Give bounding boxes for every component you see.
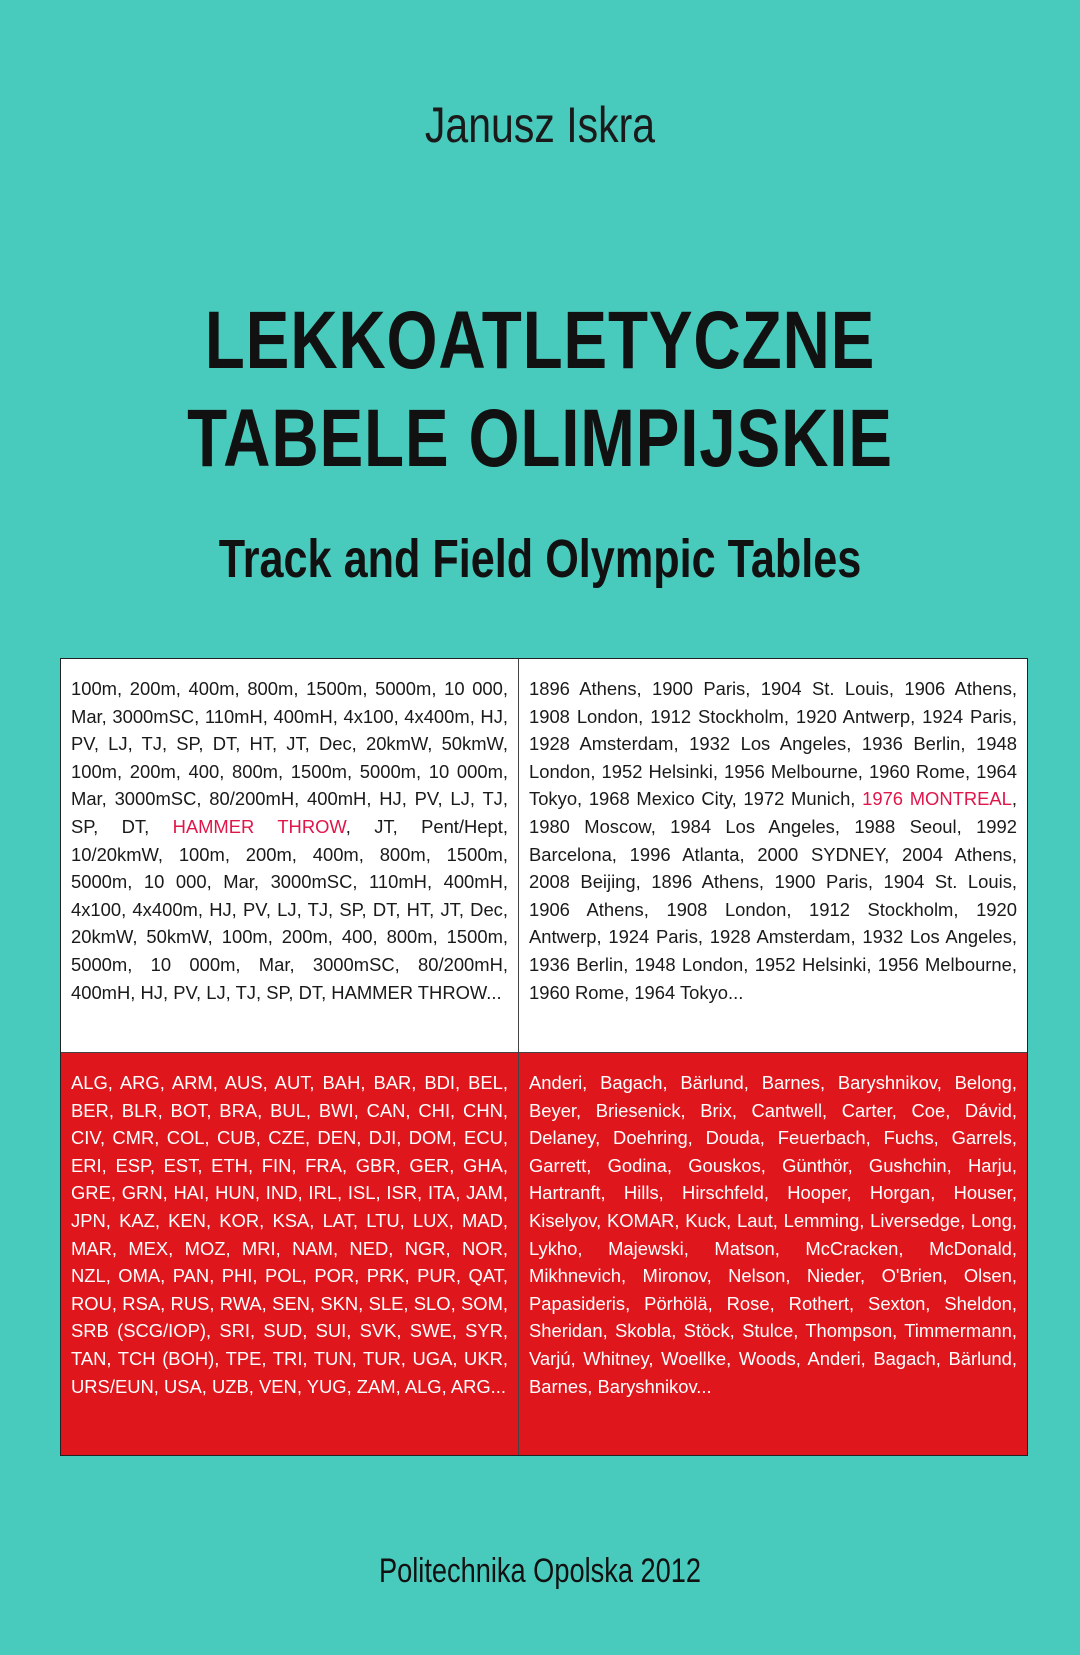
title-line-2: TABELE OLIMPIJSKIE <box>187 393 893 484</box>
athletes-text-rest: , Kuck, Laut, Lemming, Liversedge, Long, Lykho, Majewski, Matson, McCracken, McDonald, Mikhnevich, Mironov, Nelson, Nieder, O'Brien, Olsen, Papasideris, Pörhölä, Rose, Rothert, Sexton, Sheldon, Sheridan, Skobla, Stöck, Stulce, Thompson, Timmermann, Varjú, Whitney, Woellke, Woods, Anderi, Bagach, Bärlund, Barnes, Baryshnikov... <box>529 1209 1017 1397</box>
athletes-highlight: KOMAR <box>606 1209 675 1231</box>
events-cell <box>61 659 519 1053</box>
games-text: 1896 Athens, 1900 Paris, 1904 St. Louis, 1906 Athens, 1908 London, 1912 Stockholm, 1920 Antwerp, 1924 Paris, 1928 Amsterdam, 1932 Los Angeles, 1936 Berlin, 1948 London, 1952 Helsinki, 1956 Melbourne, 1960 Rome, 1964 Tokyo, 1968 Mexico City, 1972 Munich, <box>529 678 1017 810</box>
events-highlight: HAMMER THROW <box>172 815 346 837</box>
countries-text-rest: , POR, PRK, PUR, QAT, ROU, RSA, RUS, RWA, SEN, SKN, SLE, SLO, SOM, SRB (SCG/IOP), SRI, SUD, SUI, SVK, SWE, SYR, TAN, TCH (BOH), TPE, TRI, TUN, TUR, UGA, UKR, URS/EUN, USA, UZB, VEN, YUG, ZAM, ALG, ARG... <box>71 1265 508 1397</box>
athletes-cell <box>519 1053 1027 1455</box>
book-subtitle: Track and Field Olympic Tables <box>218 529 862 589</box>
games-cell <box>519 659 1027 1053</box>
title-line-1: LEKKOATLETYCZNE <box>204 295 876 386</box>
games-text-rest: , 1980 Moscow, 1984 Los Angeles, 1988 Seoul, 1992 Barcelona, 1996 Atlanta, 2000 SYDNEY, 2004 Athens, 2008 Beijing, 1896 Athens, 1900 Paris, 1904 St. Louis, 1906 Athens, 1908 London, 1912 Stockholm, 1920 Antwerp, 1924 Paris, 1928 Amsterdam, 1932 Los Angeles, 1936 Berlin, 1948 London, 1952 Helsinki, 1956 Melbourne, 1960 Rome, 1964 Tokyo... <box>529 788 1018 1003</box>
flag-text-grid <box>60 658 1028 1456</box>
countries-highlight: POL <box>264 1265 302 1287</box>
events-text: 100m, 200m, 400m, 800m, 1500m, 5000m, 10 000, Mar, 3000mSC, 110mH, 400mH, 4x100, 4x400m, HJ, PV, LJ, TJ, SP, DT, HT, JT, Dec, 20kmW, 50kmW, 100m, 200m, 400, 800m, 1500m, 5000m, 10 000m, Mar, 3000mSC, 80/200mH, 400mH, HJ, PV, LJ, TJ, SP, DT, <box>71 678 508 837</box>
countries-cell <box>61 1053 519 1455</box>
athletes-text: Anderi, Bagach, Bärlund, Barnes, Baryshnikov, Belong, Beyer, Briesenick, Brix, Cantwell, Carter, Coe, Dávid, Delaney, Doehring, Douda, Feuerbach, Fuchs, Garrels, Garrett, Godina, Gouskos, Günthör, Gushchin, Harju, Hartranft, Hills, Hirschfeld, Hooper, Horgan, Houser, Kiselyov, <box>529 1072 1017 1231</box>
author-name: Janusz Iskra <box>424 97 656 153</box>
games-highlight: 1976 MONTREAL <box>862 788 1012 810</box>
book-title <box>108 292 972 488</box>
countries-text: ALG, ARG, ARM, AUS, AUT, BAH, BAR, BDI, BEL, BER, BLR, BOT, BRA, BUL, BWI, CAN, CHI, CHN, CIV, CMR, COL, CUB, CZE, DEN, DJI, DOM, ECU, ERI, ESP, EST, ETH, FIN, FRA, GBR, GER, GHA, GRE, GRN, HAI, HUN, IND, IRL, ISL, ISR, ITA, JAM, JPN, KAZ, KEN, KOR, KSA, LAT, LTU, LUX, MAD, MAR, MEX, MOZ, MRI, NAM, NED, NGR, NOR, NZL, OMA, PAN, PHI, <box>71 1072 508 1287</box>
events-text-rest: , JT, Pent/Hept, 10/20kmW, 100m, 200m, 400m, 800m, 1500m, 5000m, 10 000, Mar, 3000mSC, 110mH, 400mH, 4x100, 4x400m, HJ, PV, LJ, TJ, SP, DT, HT, JT, Dec, 20kmW, 50kmW, 100m, 200m, 400, 800m, 1500m, 5000m, 10 000m, Mar, 3000mSC, 80/200mH, 400mH, HJ, PV, LJ, TJ, SP, DT, HAMMER THROW... <box>71 815 508 1003</box>
publisher-imprint: Politechnika Opolska 2012 <box>378 1552 702 1590</box>
